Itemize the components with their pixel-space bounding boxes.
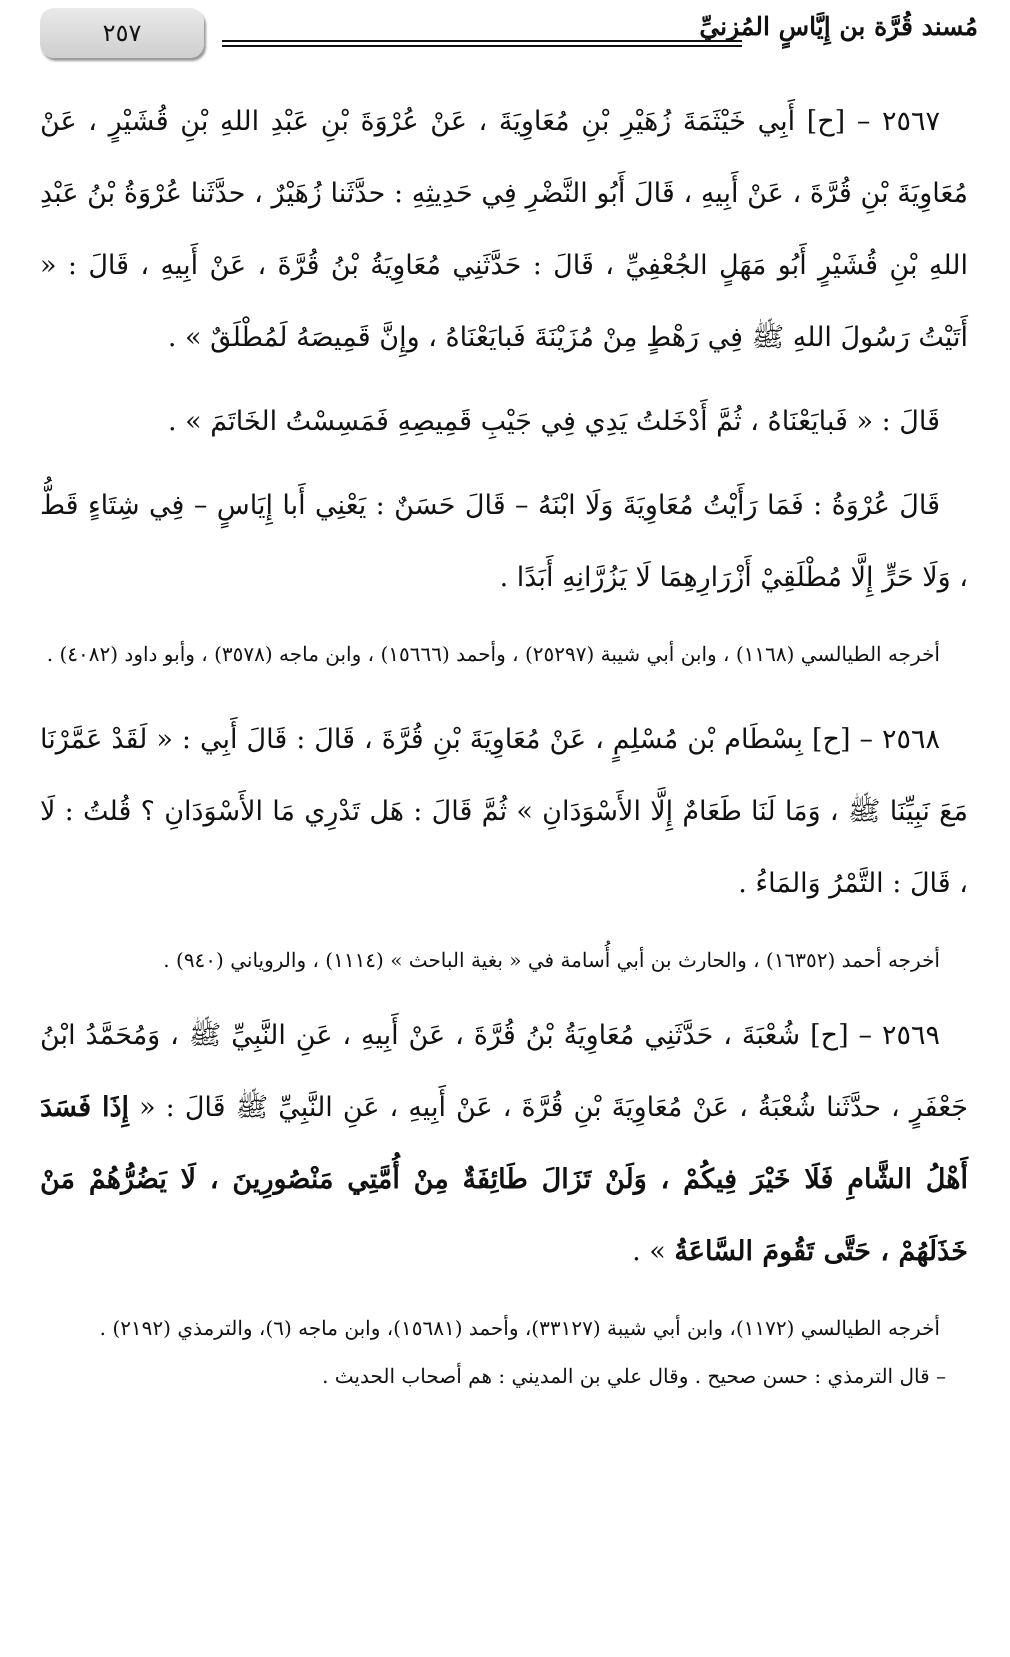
hadith-number: ٢٥٦٨ – xyxy=(859,724,940,755)
page-header xyxy=(32,6,978,62)
hadith-2568-takhrij: أخرجه أحمد (١٦٣٥٢) ، والحارث بن أبي أُسامة في « بغية الباحث » (١١١٤) ، والروياني (٩٤٠) . xyxy=(163,948,940,972)
hadith-2569-note: – قال الترمذي : حسن صحيح . وقال علي بن المديني : هم أصحاب الحديث . xyxy=(322,1364,946,1388)
hadith-number: ٢٥٦٩ – xyxy=(858,1020,940,1051)
hadith-text: [ح] شُعْبَةَ ، حَدَّثَنِي مُعَاوِيَةُ بْنُ قُرَّةَ ، عَنْ أَبِيهِ ، عَنِ النَّبِيِّ ﷺ ، وَمُحَمَّدُ ابْنُ جَعْفَرٍ ، حدَّثَنا شُعْبَةُ ، عَنْ مُعَاوِيَةَ بْنِ قُرَّةَ ، عَنْ أَبِيهِ ، عَنِ النَّبِيِّ ﷺ قَالَ : « xyxy=(40,1020,968,1123)
hadith-number: ٢٥٦٧ – xyxy=(856,106,940,137)
hadith-2567-paragraph-3: قَالَ عُرْوَةُ : فَمَا رَأَيْتُ مُعَاوِيَةَ وَلَا ابْنَهُ – قَالَ حَسَنٌ : يَعْنِي أَبا إِيَاسٍ – فِي شِتَاءٍ قَطُّ ، وَلَا حَرٍّ إِلَّا مُطْلَقِيْ أَزْرَارِهِمَا لَا يَزُرَّانِهِ أَبَدًا . xyxy=(40,490,968,593)
hadith-matn-bold: إِذَا فَسَدَ أَهْلُ الشَّامِ فَلَا خَيْرَ فِيكُمْ ، وَلَنْ تَزَالَ طَائِفَةٌ مِنْ أُمَّتِي مَنْصُورِينَ ، لَا يَضُرُّهُمْ مَنْ خَذَلَهُمْ ، حَتَّى تَقُومَ السَّاعَةُ xyxy=(40,1092,968,1267)
hadith-2569-takhrij: أخرجه الطيالسي (١١٧٢)، وابن أبي شيبة (٣٣١٢٧)، وأحمد (١٥٦٨١)، وابن ماجه (٦)، والترمذي (٢١٩٢) . xyxy=(99,1316,940,1340)
hadith-2567-takhrij: أخرجه الطيالسي (١١٦٨) ، وابن أبي شيبة (٢٥٢٩٧) ، وأحمد (١٥٦٦٦) ، وابن ماجه (٣٥٧٨) ، وأبو داود (٤٠٨٢) . xyxy=(46,642,940,666)
hadith-2568 xyxy=(40,704,968,920)
page-body xyxy=(40,86,968,1396)
running-title: مُسند قُرَّة بن إِيَّاسٍ المُزنيِّ xyxy=(699,12,978,41)
hadith-text-end: » . xyxy=(632,1236,666,1267)
hadith-2567-paragraph-2: قَالَ : « فَبايَعْنَاهُ ، ثُمَّ أَدْخَلتُ يَدِي فِي جَيْبِ قَمِيصِهِ فَمَسِسْتُ الخَاتَمَ » . xyxy=(167,406,940,437)
hadith-2569 xyxy=(40,1000,968,1288)
hadith-2567 xyxy=(40,86,968,374)
page-number: ٢٥٧ xyxy=(40,8,204,58)
hadith-text: [ح] أَبِي خَيْثَمَةَ زُهَيْرِ بْنِ مُعَاوِيَةَ ، عَنْ عُرْوَةَ بْنِ عَبْدِ اللهِ بْنِ قُشَيْرٍ ، عَنْ مُعَاوِيَةَ بْنِ قُرَّةَ ، عَنْ أَبِيهِ ، قَالَ أَبُو النَّضْرِ فِي حَدِيثِهِ : حدَّثَنا زُهَيْرٌ ، حدَّثَنا عُرْوَةُ بْنُ عَبْدِ اللهِ بْنِ قُشَيْرٍ أَبُو مَهَلٍ الجُعْفِيِّ ، قَالَ : حَدَّثَنِي مُعَاوِيَةُ بْنُ قُرَّةَ ، عَنْ أَبِيهِ ، قَالَ : « أَتَيْتُ رَسُولَ اللهِ ﷺ فِي رَهْطٍ مِنْ مُزَيْنَةَ فَبايَعْنَاهُ ، وإِنَّ قَمِيصَهُ لَمُطْلَقٌ » . xyxy=(40,106,968,353)
hadith-text: [ح] بِسْطَام بْن مُسْلِمٍ ، عَنْ مُعَاوِيَةَ بْنِ قُرَّةَ ، قَالَ : قَالَ أَبِي : « لَقَدْ عَمَّرْنَا مَعَ نَبِيِّنَا ﷺ ، وَمَا لَنَا طَعَامٌ إِلَّا الأَسْوَدَانِ » ثُمَّ قَالَ : هَل تَدْرِي مَا الأَسْوَدَانِ ؟ قُلتُ : لَا ، قَالَ : التَّمْرُ وَالمَاءُ . xyxy=(40,724,968,899)
header-divider xyxy=(222,40,742,47)
